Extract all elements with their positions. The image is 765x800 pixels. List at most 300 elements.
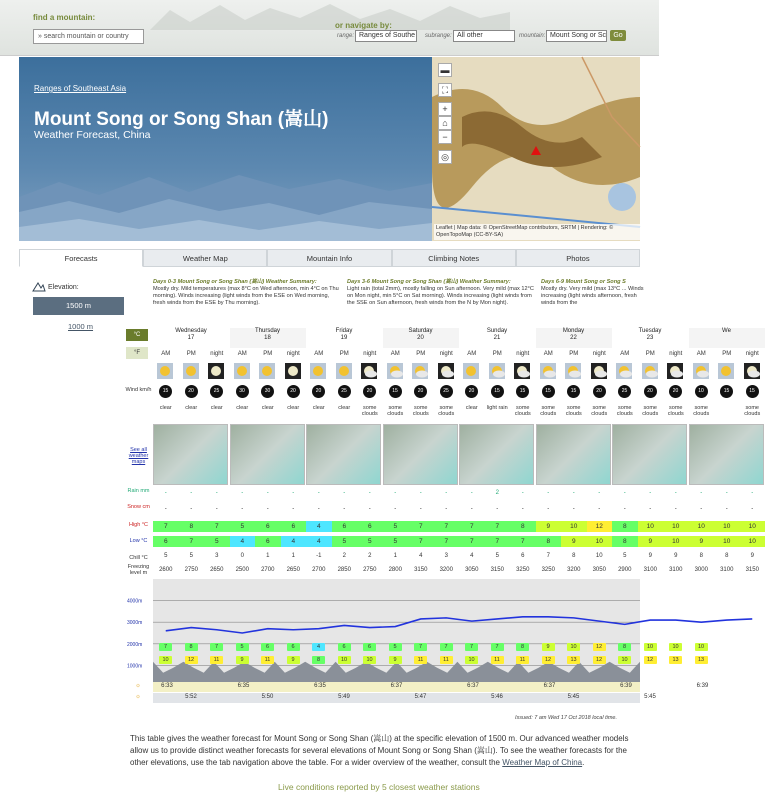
weather-map-thumbnail[interactable] (306, 424, 381, 485)
high-temp: 8 (510, 521, 536, 532)
weather-text: clear (210, 405, 223, 411)
map-attribution: Leaflet | Map data: © OpenStreetMap contributors, SRTM | Rendering: © OpenTopoMap (CC-BY-SA) (434, 224, 640, 240)
day-name: Thursday (254, 328, 280, 334)
chart-temp-pill: 11 (491, 656, 504, 664)
low-temp: 10 (714, 536, 740, 547)
low-temp: 5 (332, 536, 358, 547)
chart-temp-pill: 6 (338, 643, 351, 651)
zoom-out-button[interactable]: − (438, 130, 452, 144)
weather-text: some clouds (591, 405, 608, 417)
search-input[interactable]: » search mountain or country (33, 29, 144, 44)
freezing-value: 2700 (261, 567, 275, 573)
weather-glyph (744, 363, 760, 379)
chart-temp-pill: 11 (516, 656, 529, 664)
rain-value: - (317, 490, 320, 496)
weather-sun-icon (642, 363, 658, 379)
weather-moon-icon (744, 363, 760, 379)
chart-temp-pill: 7 (159, 643, 172, 651)
period-label: PM (186, 351, 196, 357)
weather-sun-icon (412, 363, 428, 379)
chart-temp-pill: 11 (210, 656, 223, 664)
weather-map-thumbnail[interactable] (230, 424, 305, 485)
chill-value: 3 (444, 553, 448, 559)
chart-temp-pill: 9 (287, 656, 300, 664)
rain-value: - (190, 490, 193, 496)
chill-value: 7 (546, 553, 550, 559)
wind-value: 15 (542, 385, 555, 398)
wind-value: 15 (746, 385, 759, 398)
weather-map-link[interactable]: Weather Map of China (502, 758, 583, 767)
subrange-select[interactable]: All other (453, 30, 515, 42)
snow-value: - (215, 506, 218, 512)
snow-value: - (292, 506, 295, 512)
period-label: night (516, 351, 530, 357)
high-temp: 10 (561, 521, 587, 532)
low-temp: 9 (689, 536, 715, 547)
period-label: PM (339, 351, 349, 357)
search-label: find a mountain: (33, 13, 96, 22)
freezing-value: 2600 (159, 567, 173, 573)
rain-value: - (368, 490, 371, 496)
day-name: Saturday (408, 328, 433, 334)
high-temp: 12 (587, 521, 613, 532)
day-date: 20 (417, 335, 424, 341)
chart-temp-pill: 4 (312, 643, 325, 651)
snow-value: - (623, 506, 626, 512)
sunrise-time: 6:39 (696, 683, 709, 689)
sunrise-time: 6:37 (390, 683, 403, 689)
high-temp: 7 (204, 521, 230, 532)
low-temp: 4 (230, 536, 256, 547)
high-temp: 10 (663, 521, 689, 532)
rain-value: - (598, 490, 601, 496)
rain-value: - (292, 490, 295, 496)
sunset-time: 5:45 (644, 694, 656, 700)
chart-temp-pill: 7 (440, 643, 453, 651)
freezing-value: 3200 (439, 567, 453, 573)
height-tick-label: 1000m (127, 663, 143, 670)
page-title: Mount Song or Song Shan (嵩山) (34, 109, 329, 130)
snow-value: - (470, 506, 473, 512)
chart-temp-pill: 12 (593, 656, 606, 664)
chart-temp-pill: 6 (287, 643, 300, 651)
rain-value: - (725, 490, 728, 496)
weather-glyph (438, 363, 454, 379)
rain-value: - (470, 490, 473, 496)
rain-value: - (445, 490, 448, 496)
snow-value: - (266, 506, 269, 512)
summary-title: Days 3-6 Mount Song or Song Shan (嵩山) Weather Summary: (347, 279, 511, 285)
chart-temp-pill: 7 (491, 643, 504, 651)
freezing-value: 2750 (363, 567, 377, 573)
day-name: Wednesday (175, 328, 207, 334)
tab-climbing-notes[interactable]: Climbing Notes (392, 249, 516, 267)
sunset-time: 5:47 (414, 694, 427, 700)
weather-text: some clouds (412, 405, 429, 417)
weather-text: some clouds (540, 405, 557, 417)
snow-value: - (598, 506, 601, 512)
weather-glyph (642, 363, 658, 379)
rain-value: - (215, 490, 218, 496)
high-temp: 10 (638, 521, 664, 532)
high-label: High °C (128, 522, 148, 528)
weather-sun-icon (387, 363, 403, 379)
weather-text: clear (287, 405, 300, 411)
weather-sun-icon (540, 363, 556, 379)
snow-value: - (649, 506, 652, 512)
chart-temp-pill: 5 (236, 643, 249, 651)
chill-value: 8 (699, 553, 703, 559)
chill-value: 5 (623, 553, 627, 559)
chart-temp-pill: 10 (567, 643, 580, 651)
rain-label: Rain mm (127, 488, 150, 494)
chart-temp-pill: 11 (414, 656, 427, 664)
snow-value: - (368, 506, 371, 512)
weather-text: some clouds (642, 405, 659, 417)
rain-value: - (521, 490, 524, 496)
low-temp: 5 (204, 536, 230, 547)
range-select[interactable]: Ranges of Southe (355, 30, 417, 42)
snow-value: - (674, 506, 677, 512)
day-date: 21 (493, 335, 501, 341)
chart-temp-pill: 8 (185, 643, 198, 651)
weather-glyph (336, 363, 352, 379)
day-date: 18 (264, 335, 271, 341)
day-header (612, 328, 688, 348)
sunrise-time: 6:33 (161, 683, 173, 689)
elevation-option-1500[interactable]: 1500 m (33, 297, 124, 315)
tab-weather-map[interactable]: Weather Map (143, 249, 267, 267)
zoom-in-button[interactable]: + (438, 102, 452, 116)
navigate-label: or navigate by: (335, 21, 392, 30)
freezing-value: 3100 (643, 567, 657, 573)
weather-moon-icon (514, 363, 530, 379)
chart-temp-pill: 7 (465, 643, 478, 651)
weather-moon-icon (285, 363, 301, 379)
freezing-value: 3100 (720, 567, 734, 573)
snow-label: Snow cm (127, 504, 150, 510)
weather-map-thumbnail[interactable] (612, 424, 687, 485)
rain-value: - (343, 490, 346, 496)
weather-glyph (489, 363, 505, 379)
weather-summary (541, 279, 646, 325)
rain-value: - (649, 490, 652, 496)
weather-sun-icon (616, 363, 632, 379)
low-temp: 8 (612, 536, 638, 547)
high-temp: 9 (536, 521, 562, 532)
snow-value: - (394, 506, 397, 512)
chart-temp-pill: 10 (618, 656, 631, 664)
summary-title: Days 6-9 Mount Song or Song S (541, 279, 626, 285)
freezing-value: 2800 (388, 567, 402, 573)
weather-glyph (285, 363, 301, 379)
day-header (153, 328, 229, 348)
top-bar (0, 0, 659, 56)
elevation-option-1000[interactable]: 1000 m (68, 322, 94, 331)
freezing-value: 2850 (337, 567, 351, 573)
summary-title: Days 0-3 Mount Song or Song Shan (嵩山) Weather Summary: (153, 279, 317, 285)
high-temp: 4 (306, 521, 332, 532)
rain-value: - (419, 490, 422, 496)
period-label: night (439, 351, 453, 357)
snow-value: - (190, 506, 193, 512)
weather-glyph (693, 363, 709, 379)
wind-value: 15 (567, 385, 580, 398)
weather-glyph (387, 363, 403, 379)
live-conditions-heading[interactable]: Live conditions reported by 5 closest weather stations (278, 782, 480, 792)
freezing-value: 2750 (184, 567, 198, 573)
sunrise-time: 6:35 (314, 683, 326, 689)
freezing-value: 3250 (516, 567, 530, 573)
sunrise-time: 6:37 (467, 683, 479, 689)
low-temp: 4 (306, 536, 332, 547)
wind-value: 15 (516, 385, 529, 398)
high-temp: 5 (230, 521, 256, 532)
day-header (536, 328, 612, 348)
elevation-label: Elevation: (48, 284, 79, 291)
locate-icon[interactable]: ◎ (438, 150, 452, 164)
weather-text: some clouds (438, 405, 455, 417)
wind-value: 20 (414, 385, 427, 398)
breadcrumb-link[interactable]: Ranges of Southeast Asia (34, 84, 127, 93)
weather-summary (153, 279, 343, 325)
chart-temp-pill: 10 (363, 656, 376, 664)
sunset-time: 5:46 (491, 694, 503, 700)
high-temp: 6 (281, 521, 307, 532)
day-header (689, 328, 765, 348)
chart-temp-pill: 12 (644, 656, 657, 664)
weather-sun-icon (463, 363, 479, 379)
freezing-value: 3000 (694, 567, 708, 573)
rain-value: - (394, 490, 397, 496)
chart-temp-pill: 9 (236, 656, 249, 664)
low-temp: 5 (383, 536, 409, 547)
snow-value: - (496, 506, 499, 512)
weather-text: some clouds (616, 405, 633, 417)
weather-text: some clouds (387, 405, 404, 417)
high-temp: 8 (179, 521, 205, 532)
mountain-silhouette-decoration (150, 0, 510, 30)
fahrenheit-button[interactable]: °F (126, 347, 148, 359)
weather-map-thumbnail[interactable] (536, 424, 611, 485)
weather-map-thumbnail[interactable] (689, 424, 764, 485)
low-temp: 9 (561, 536, 587, 547)
weather-map-thumbnail[interactable] (153, 424, 228, 485)
mountain-select[interactable]: Mount Song or Sc (546, 30, 607, 42)
go-button[interactable]: Go (610, 30, 626, 41)
sunrise-time: 6:39 (620, 683, 632, 689)
fullscreen-icon[interactable]: ⛶ (438, 83, 452, 97)
chart-temp-pill: 10 (644, 643, 657, 651)
sunset-time: 5:52 (185, 694, 197, 700)
forecast-description (130, 733, 630, 769)
weather-glyph (565, 363, 581, 379)
weather-glyph (234, 363, 250, 379)
weather-text: some clouds (361, 405, 378, 417)
wind-value: 25 (618, 385, 631, 398)
chart-temp-pill: 8 (516, 643, 529, 651)
weather-text: clear (338, 405, 351, 411)
wind-value: 20 (185, 385, 198, 398)
weather-glyph (183, 363, 199, 379)
chill-value: 4 (419, 553, 423, 559)
tab-mountain-info[interactable]: Mountain Info (267, 249, 391, 267)
map-layers-button[interactable]: ▬ (438, 63, 452, 77)
wind-value: 20 (312, 385, 325, 398)
weather-moon-icon (591, 363, 607, 379)
summary-text: Light rain (total 2mm), mostly falling on Sun afternoon. Very mild (max 12°C on Mon night, min 5°C on Sat morning). Winds increasing (light winds from the SSE on Sun afternoon, fresh winds from the N by Mon night). (347, 286, 534, 306)
issued-timestamp: Issued: 7 am Wed 17 Oct 2018 local time. (515, 715, 618, 721)
weather-text: clear (159, 405, 172, 411)
rain-value: - (547, 490, 550, 496)
weather-map-thumbnail[interactable] (383, 424, 458, 485)
weather-sun-icon (489, 363, 505, 379)
chill-value: 3 (215, 553, 219, 559)
rain-value: - (674, 490, 677, 496)
low-temp: 7 (510, 536, 536, 547)
day-name: We (722, 328, 731, 334)
description-end: . (582, 758, 585, 767)
chart-temp-pill: 6 (261, 643, 274, 651)
rain-value: - (241, 490, 244, 496)
freezing-value: 2900 (618, 567, 632, 573)
period-label: PM (569, 351, 579, 357)
wind-value: 30 (261, 385, 274, 398)
period-label: night (669, 351, 683, 357)
day-date: 17 (187, 335, 195, 341)
weather-summary (347, 279, 537, 325)
weather-text: light rain (486, 405, 508, 411)
chill-value: 9 (648, 553, 652, 559)
high-temp: 7 (153, 521, 179, 532)
weather-moon-icon (438, 363, 454, 379)
rain-value: - (266, 490, 269, 496)
day-name: Monday (562, 328, 585, 334)
period-label: AM (314, 351, 324, 357)
high-temp: 6 (332, 521, 358, 532)
weather-moon-icon (208, 363, 224, 379)
celsius-button[interactable]: °C (126, 329, 148, 341)
weather-text: clear (465, 405, 478, 411)
high-temp: 7 (485, 521, 511, 532)
snow-value: - (164, 506, 167, 512)
home-icon[interactable]: ⌂ (438, 116, 452, 130)
weather-glyph (591, 363, 607, 379)
low-temp: 5 (357, 536, 383, 547)
weather-glyph (259, 363, 275, 379)
freezing-value: 3150 (490, 567, 504, 573)
weather-text: some clouds (744, 405, 761, 417)
period-label: PM (263, 351, 273, 357)
summit-marker-icon (531, 146, 541, 155)
chill-value: 5 (189, 553, 193, 559)
snow-value: - (419, 506, 422, 512)
forecast-table (125, 279, 761, 704)
weather-moon-icon (667, 363, 683, 379)
chart-temp-pill: 13 (567, 656, 580, 664)
period-label: AM (161, 351, 171, 357)
freezing-value: 2650 (210, 567, 224, 573)
rain-value: - (623, 490, 626, 496)
chill-value: 5 (495, 553, 499, 559)
chill-label: Chill °C (129, 555, 148, 561)
weather-text: some clouds (667, 405, 684, 417)
sunrise-icon: ☼ (135, 683, 141, 689)
day-name: Tuesday (638, 328, 662, 334)
low-temp: 7 (485, 536, 511, 547)
chill-value: 2 (368, 553, 372, 559)
weather-moon-icon (361, 363, 377, 379)
wind-value: 25 (440, 385, 453, 398)
weather-glyph (310, 363, 326, 379)
weather-map-thumbnail[interactable] (459, 424, 534, 485)
high-temp: 7 (434, 521, 460, 532)
wind-value: 25 (210, 385, 223, 398)
weather-glyph (463, 363, 479, 379)
weather-glyph (514, 363, 530, 379)
high-temp: 7 (459, 521, 485, 532)
wind-value: 15 (159, 385, 172, 398)
snow-value: - (751, 506, 754, 512)
day-date: 19 (340, 335, 348, 341)
chill-value: 2 (342, 553, 346, 559)
sunrise-time: 6:37 (543, 683, 556, 689)
period-label: PM (722, 351, 732, 357)
weather-sun-icon (183, 363, 199, 379)
summary-text: Mostly dry. Mild temperatures (max 8°C on Wed afternoon, min 4°C on Thu morning). Winds increasing (light winds from the ESE on Wed morning, fresh winds from the ESE by Thu morning). (153, 286, 339, 306)
height-tick-label: 2000m (127, 641, 143, 648)
snow-value: - (700, 506, 703, 512)
high-temp: 10 (689, 521, 715, 532)
wind-value: 10 (695, 385, 708, 398)
height-tick-label: 3000m (127, 620, 143, 627)
mountain-range-illustration (19, 157, 432, 241)
tab-forecasts[interactable]: Forecasts (19, 249, 143, 267)
tab-photos[interactable]: Photos (516, 249, 640, 267)
chart-temp-pill: 8 (618, 643, 631, 651)
freezing-level-chart (125, 579, 640, 687)
summary-text: Mostly dry. Very mild (max 13°C ... Winds increasing (light winds afternoon, fresh winds from the (541, 286, 644, 306)
day-name: Friday (335, 328, 353, 334)
weather-sun-icon (565, 363, 581, 379)
weather-sun-icon (234, 363, 250, 379)
period-label: AM (467, 351, 477, 357)
chart-temp-pill: 6 (363, 643, 376, 651)
low-temp: 4 (281, 536, 307, 547)
high-temp: 10 (740, 521, 765, 532)
period-label: AM (390, 351, 400, 357)
freezing-value: 3250 (541, 567, 555, 573)
page-subtitle: Weather Forecast, China (34, 129, 151, 141)
low-temp: 10 (587, 536, 613, 547)
chill-value: 10 (595, 553, 603, 559)
freezing-value: 3050 (465, 567, 479, 573)
period-label: AM (696, 351, 706, 357)
period-label: PM (645, 351, 655, 357)
period-label: PM (492, 351, 502, 357)
chart-temp-pill: 7 (210, 643, 223, 651)
chart-temp-pill: 11 (261, 656, 274, 664)
period-label: night (286, 351, 300, 357)
period-label: night (363, 351, 377, 357)
sunset-time: 5:50 (261, 694, 274, 700)
chart-temp-pill: 9 (389, 656, 402, 664)
chill-value: 9 (750, 553, 754, 559)
day-header (306, 328, 382, 348)
see-all-maps-link[interactable]: See all weather maps (128, 447, 149, 465)
mountain-label: mountain: (519, 33, 546, 39)
low-temp: 6 (255, 536, 281, 547)
